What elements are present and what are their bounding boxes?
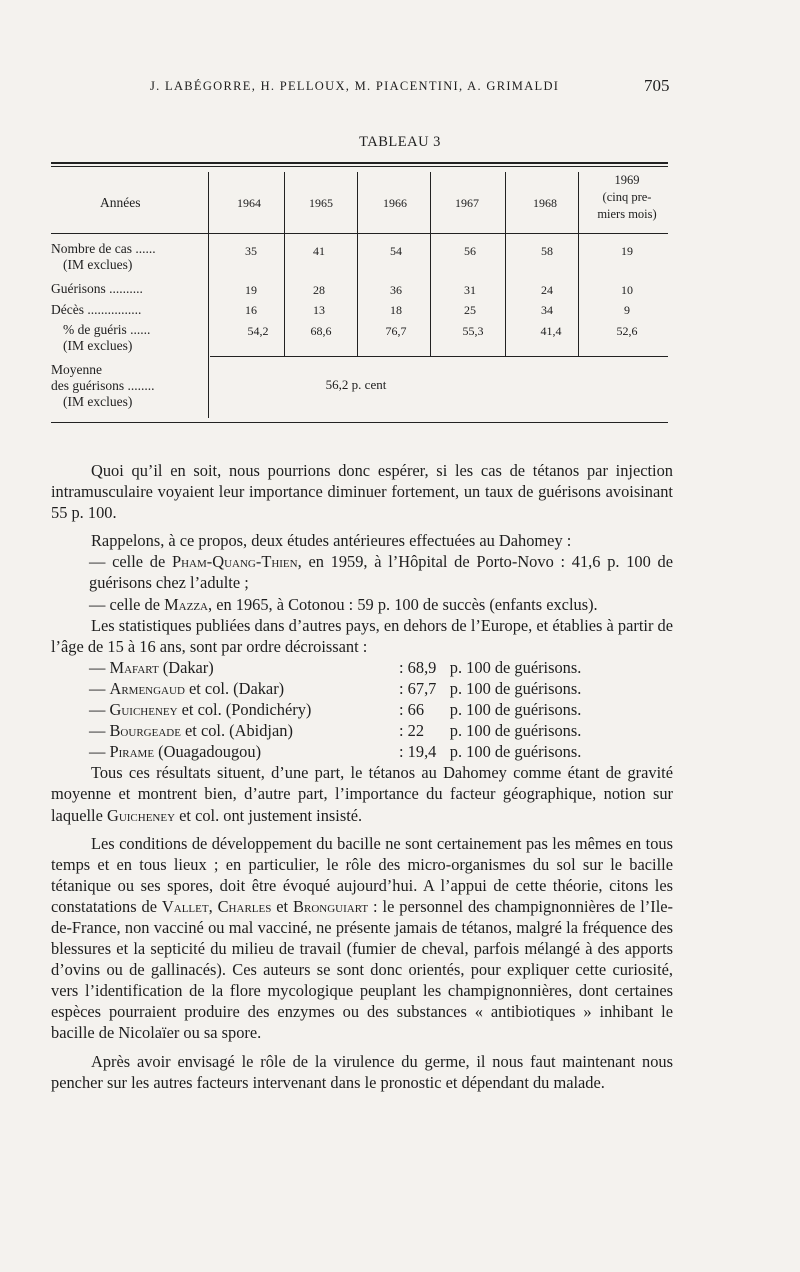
row-label-line: % de guéris ...... <box>63 322 151 337</box>
list-item <box>51 720 673 741</box>
list-item-value <box>399 741 581 762</box>
row-label-line: Nombre de cas ...... <box>51 241 156 256</box>
paragraph <box>51 833 673 1044</box>
table-top-rule <box>51 162 668 164</box>
year-header: Années <box>100 195 141 210</box>
table-cell: 41,4 <box>540 324 562 338</box>
table-cell: 58 <box>541 244 553 258</box>
table-cell: 41 <box>313 244 325 258</box>
table-cell: 54 <box>390 244 402 258</box>
author-name: Mazza <box>164 594 208 614</box>
row-label-percent <box>51 322 150 354</box>
list-item-value <box>399 720 581 741</box>
row-label-deaths <box>51 302 141 318</box>
row-label-line: (IM exclues) <box>63 338 133 353</box>
author-name: Armengaud <box>109 678 185 698</box>
paragraph: Rappelons, à ce propos, deux études antérieures effectuées au Dahomey : <box>91 531 572 551</box>
table-cell: 19 <box>245 283 257 297</box>
list-colon: : <box>399 657 404 677</box>
paragraph: Après avoir envisagé le rôle de la virulence du germe, il nous faut maintenant nous pencher sur les autres facteurs intervenant dans le pronostic et dépendant du malade. <box>51 1051 673 1092</box>
author-name: Charles <box>217 896 272 916</box>
table-cell: 28 <box>313 283 325 297</box>
average-value: 56,2 p. cent <box>325 377 387 392</box>
text-run: , <box>208 896 218 916</box>
table-cell: 31 <box>464 283 476 297</box>
year-1967: 1967 <box>455 196 479 210</box>
row-label-line: (IM exclues) <box>63 257 133 272</box>
table-cell: 52,6 <box>616 324 638 338</box>
list-unit: p. 100 de guérisons. <box>449 742 582 762</box>
table-cell: 56 <box>464 244 476 258</box>
text-run: et col. ont justement insisté. <box>175 805 363 825</box>
list-number: 68,9 <box>407 657 437 677</box>
table-cell: 10 <box>621 283 633 297</box>
author-name: Pirame <box>109 742 155 762</box>
list-colon: : <box>399 721 404 741</box>
list-number: 67,7 <box>407 678 437 698</box>
data-bottom-rule <box>210 356 668 357</box>
list-place: et col. (Abidjan) <box>180 721 293 741</box>
study-text: , en 1965, à Cotonou : 59 p. 100 de succès (enfants exclus). <box>208 594 598 614</box>
row-label-cures <box>51 281 143 297</box>
table-cell: 13 <box>313 303 325 317</box>
list-item-value <box>399 678 581 699</box>
list-item-value <box>399 657 581 678</box>
list-item-name: — Bourgeade et col. (Abidjan) <box>89 721 293 741</box>
table-bottom-rule <box>51 422 668 423</box>
year-1966: 1966 <box>383 196 407 210</box>
text-run: Les conditions de développement du bacille ne sont certainement pas les mêmes en tous temps et en tous lieux ; en particulier, le rôle des micro-organismes du sol sur le bacille tétanique ou ses spores, doit être évoqué aujourd’hui. A l’appui de cette théorie, citons les constatations de <box>51 833 673 916</box>
list-item-name: — Guicheney et col. (Pondichéry) <box>89 700 312 720</box>
table-cell: 35 <box>245 244 257 258</box>
table-top-rule-2 <box>51 166 668 167</box>
table-cell: 25 <box>464 303 476 317</box>
list-colon: : <box>399 678 404 698</box>
table-cell: 54,2 <box>247 324 269 338</box>
year-1969-note-1: (cinq pre- <box>602 190 652 204</box>
list-unit: p. 100 de guérisons. <box>449 678 582 698</box>
list-colon: : <box>399 742 404 762</box>
year-1968: 1968 <box>533 196 557 210</box>
col-rule-3 <box>357 172 358 356</box>
table-cell: 34 <box>541 303 553 317</box>
paragraph: Les statistiques publiées dans d’autres pays, en dehors de l’Europe, et établies à partir de l’âge de 15 à 16 ans, sont par ordre décroissant : <box>51 615 673 656</box>
row-label-line: Moyenne <box>51 362 102 377</box>
statistics-list <box>51 657 673 762</box>
list-place: (Dakar) <box>158 657 214 677</box>
list-item-name: — Mafart (Dakar) <box>89 657 214 677</box>
list-number: 19,4 <box>407 742 437 762</box>
author-name: Mafart <box>109 657 159 677</box>
study-item <box>51 551 673 593</box>
list-number: 22 <box>407 721 425 741</box>
header-authors: J. LABÉGORRE, H. PELLOUX, M. PIACENTINI, A. GRIMALDI <box>150 79 560 93</box>
table-cell: 68,6 <box>310 324 332 338</box>
year-1964: 1964 <box>237 196 261 210</box>
author-name: Pham-Quang-Thien <box>172 552 298 572</box>
table-cell: 24 <box>541 283 553 297</box>
year-1965: 1965 <box>309 196 333 210</box>
table-title: TABLEAU 3 <box>359 134 441 150</box>
list-number: 66 <box>407 700 425 720</box>
text-run: Tous ces résultats situent, d’une part, le tétanos au Dahomey comme étant de gravité moyenne et montrent bien, d’autre part, l’importance du facteur géographique, notion sur laquelle <box>51 763 673 825</box>
list-place: et col. (Pondichéry) <box>177 700 312 720</box>
study-text: , en 1959, à l’Hôpital de Porto-Novo : 41,6 p. 100 de guérisons chez l’adulte ; <box>89 552 673 593</box>
paragraph <box>51 762 673 825</box>
list-item <box>51 678 673 699</box>
author-name: Bronguiart <box>293 896 369 916</box>
study-item <box>51 594 673 615</box>
author-name: Guicheney <box>106 805 176 825</box>
body-text <box>51 460 673 1093</box>
study-dash: — celle de <box>89 552 172 572</box>
list-place: (Ouagadougou) <box>154 742 262 762</box>
list-item <box>51 657 673 678</box>
author-name: Vallet <box>161 896 209 916</box>
results-table <box>0 0 800 430</box>
author-name: Guicheney <box>109 700 178 720</box>
table-cell: 19 <box>621 244 633 258</box>
list-item <box>51 699 673 720</box>
table-cell: 76,7 <box>385 324 407 338</box>
row-label-cases <box>51 241 156 273</box>
list-colon: : <box>399 700 404 720</box>
row-label-line: (IM exclues) <box>63 394 133 409</box>
table-cell: 18 <box>390 303 402 317</box>
year-1969-note-2: miers mois) <box>597 207 657 221</box>
page-number: 705 <box>644 76 670 95</box>
row-label-line: Guérisons .......... <box>51 281 143 296</box>
col-rule-5 <box>505 172 506 356</box>
list-item-name: — Pirame (Ouagadougou) <box>89 742 262 762</box>
study-dash: — celle de <box>89 594 165 614</box>
list-item-value <box>399 699 581 720</box>
header-bottom-rule <box>51 233 668 234</box>
table-cell: 9 <box>624 303 630 317</box>
table-cell: 55,3 <box>462 324 484 338</box>
list-place: et col. (Dakar) <box>184 678 285 698</box>
year-1969: 1969 <box>614 173 640 187</box>
text-run: et <box>271 896 294 916</box>
col-rule-2 <box>284 172 285 356</box>
col-rule-1 <box>208 172 209 418</box>
list-unit: p. 100 de guérisons. <box>449 700 582 720</box>
list-unit: p. 100 de guérisons. <box>449 657 582 677</box>
list-unit: p. 100 de guérisons. <box>449 721 582 741</box>
paragraph: Quoi qu’il en soit, nous pourrions donc espérer, si les cas de tétanos par injection intramusculaire voyaient leur importance diminuer fortement, un taux de guérisons avoisinant 55 p. 100. <box>51 461 673 523</box>
row-label-line: Décès ................ <box>51 302 142 317</box>
text-run: : le personnel des champignonnières de l’Ile-de-France, non vacciné ou mal vacciné, ne présente jamais de tétanos, malgré la fréquence des blessures et la septicité du milieu de travail (fumier de cheval, parfois mélangé à des apports d’ovins ou de gallinacés). Ces auteurs se sont donc orientés, pour expliquer cette curiosité, vers l’identification de la flore mycologique peuplant les champignonnières, dont certaines espèces pourraient produire des enzymes ou des substances « antibiotiques » inhibant le bacille de Nicolaïer ou sa spore. <box>51 896 673 1043</box>
table-cell: 16 <box>245 303 257 317</box>
row-label-line: des guérisons ........ <box>51 378 155 393</box>
author-name: Bourgeade <box>109 721 181 741</box>
col-rule-4 <box>430 172 431 356</box>
table-cell: 36 <box>390 283 402 297</box>
row-label-average <box>51 362 155 410</box>
list-item <box>51 741 673 762</box>
year-1969-header <box>578 172 676 223</box>
list-item-name: — Armengaud et col. (Dakar) <box>89 678 285 698</box>
